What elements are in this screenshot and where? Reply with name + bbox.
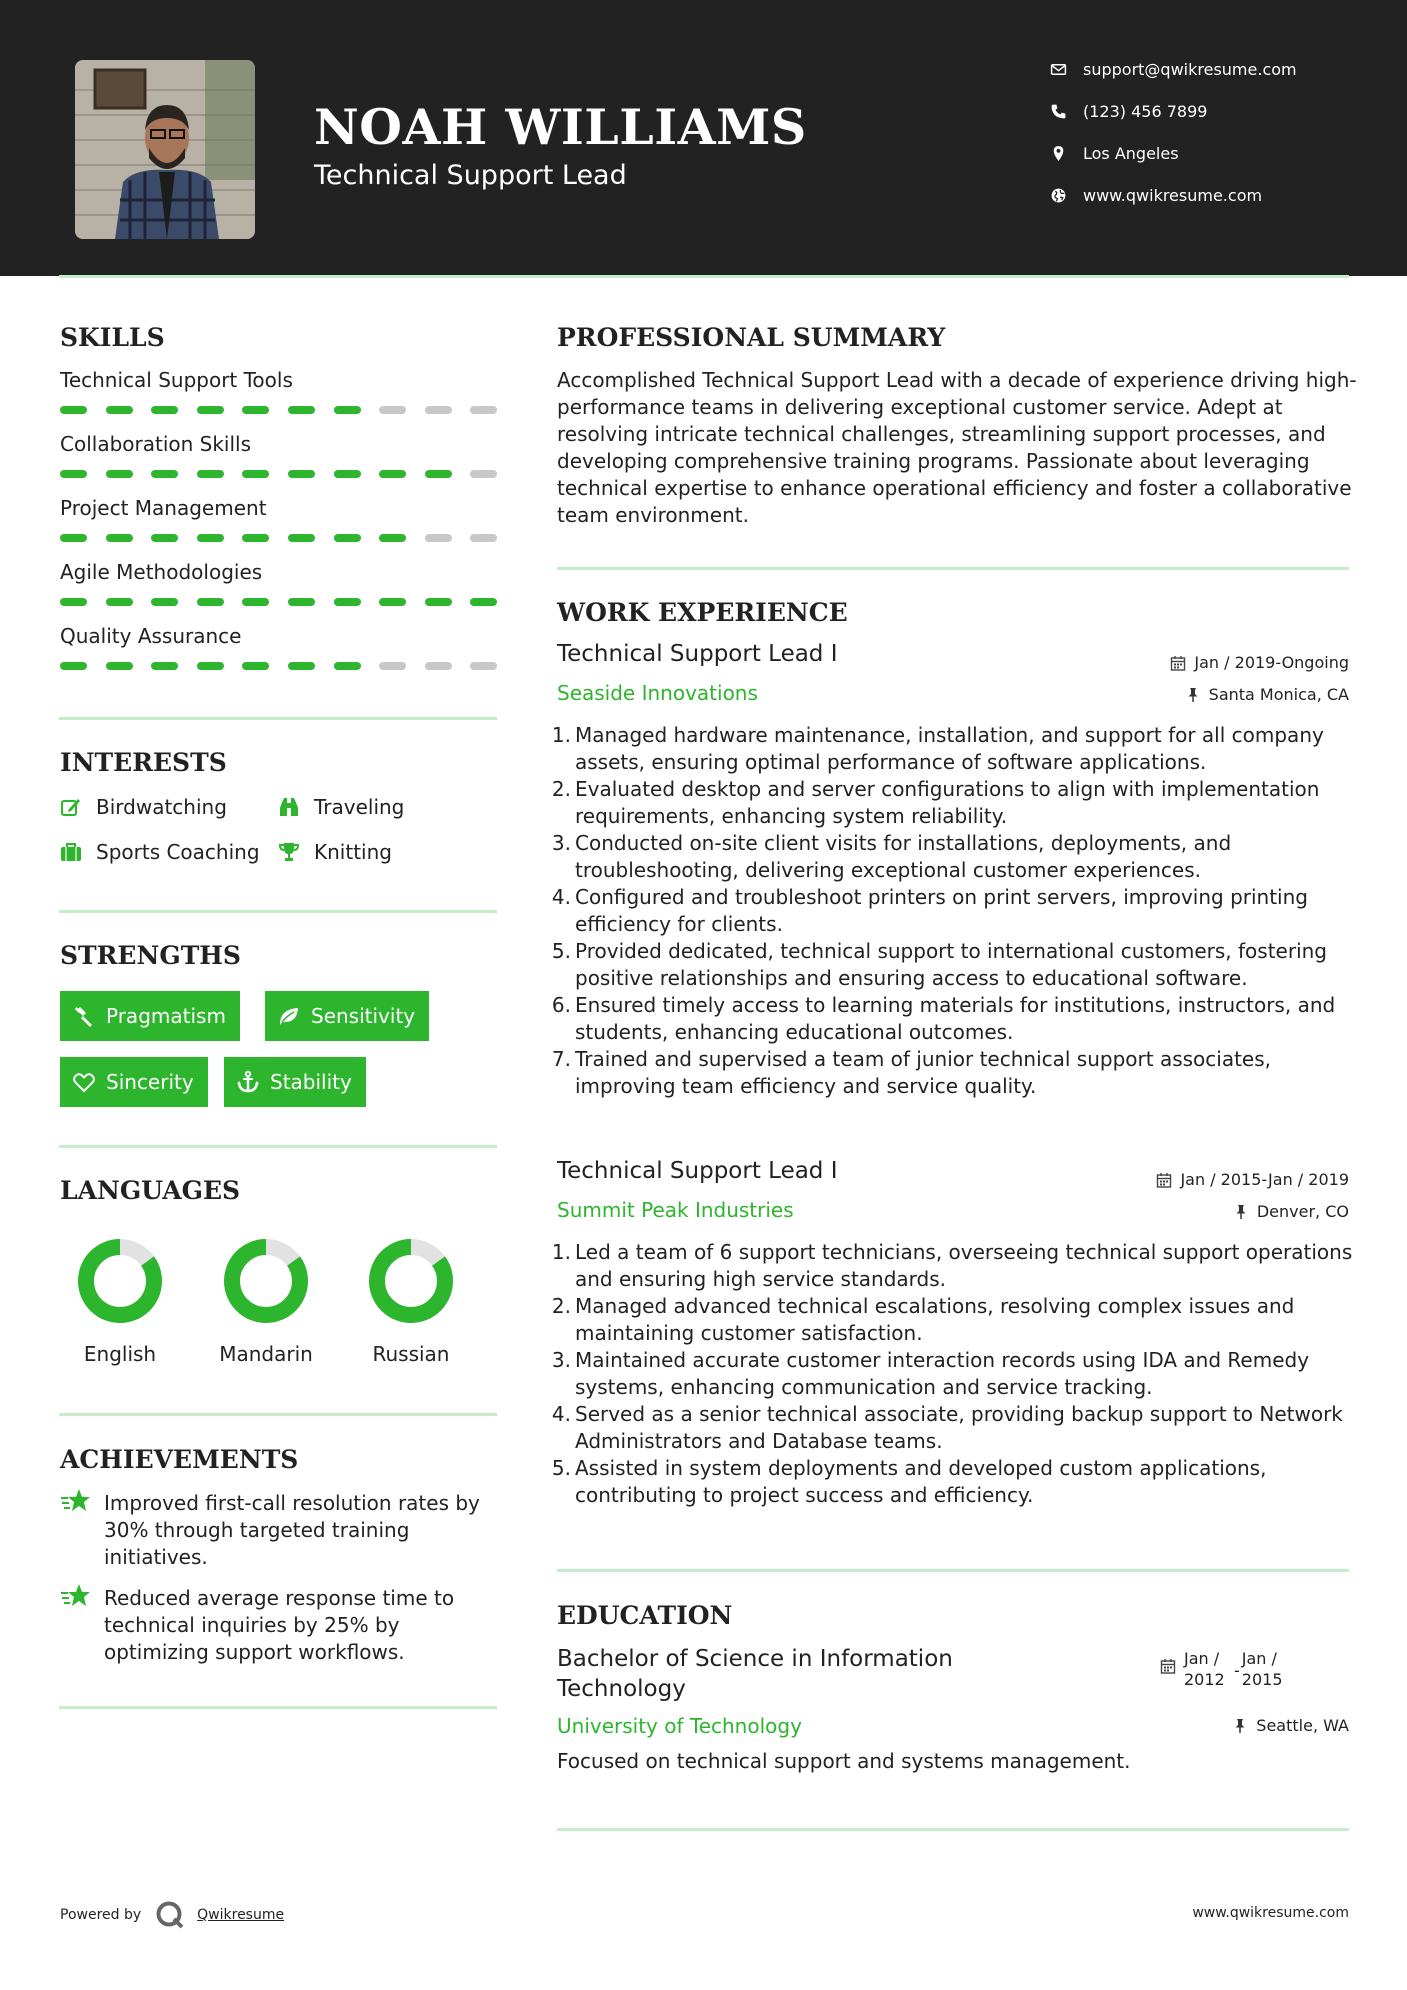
strength-badge <box>60 991 240 1041</box>
skill-level-dash <box>470 598 497 606</box>
candidate-name: NOAH WILLIAMS <box>314 98 807 156</box>
skill-level-dash <box>288 406 315 414</box>
qwikresume-logo-icon <box>155 1900 185 1930</box>
language-donut <box>75 1236 165 1326</box>
job-title: Technical Support Lead I <box>557 1158 838 1184</box>
skill-level-dash <box>151 662 178 670</box>
anchor-icon <box>236 1070 260 1094</box>
job-location-text: Denver, CO <box>1256 1202 1349 1221</box>
achievement-text: Reduced average response time to technical inquiries by 25% by optimizing support workflows. <box>104 1586 455 1664</box>
responsibility-item: Trained and supervised a team of junior technical support associates, improving team efficiency and service quality. <box>575 1047 1272 1098</box>
contact-website[interactable] <box>1050 183 1350 207</box>
skill-level-dash <box>242 598 269 606</box>
job-dates <box>1156 1170 1349 1189</box>
skill-level-dash <box>470 534 497 542</box>
languages-divider <box>59 1413 497 1416</box>
achievements-heading: ACHIEVEMENTS <box>60 1445 299 1474</box>
interest-item <box>60 840 260 864</box>
skill-level-dash <box>106 470 133 478</box>
job-responsibilities <box>575 1239 1365 1509</box>
skill-level-dash <box>60 406 87 414</box>
skill-level-dash <box>334 662 361 670</box>
trophy-icon <box>278 841 300 863</box>
skill-level-dash <box>425 406 452 414</box>
experience-heading: WORK EXPERIENCE <box>557 598 848 627</box>
skill-level-dash <box>379 598 406 606</box>
footer-powered-by <box>60 1900 284 1930</box>
summary-divider <box>557 567 1349 570</box>
language-donut <box>221 1236 311 1326</box>
responsibility-item: Led a team of 6 support technicians, overseeing technical support operations and ensuring high service standards. <box>575 1240 1353 1291</box>
job-company: Seaside Innovations <box>557 681 758 705</box>
phone-icon <box>1050 103 1067 120</box>
skill-level-dash <box>60 534 87 542</box>
responsibility-item: Evaluated desktop and server configurations to align with implementation requirements, enhancing system reliability. <box>575 777 1320 828</box>
job-location-text: Santa Monica, CA <box>1208 685 1349 704</box>
heart-icon <box>72 1070 96 1094</box>
gavel-icon <box>72 1004 96 1028</box>
languages-heading: LANGUAGES <box>60 1176 241 1205</box>
contact-email[interactable] <box>1050 57 1350 81</box>
job-responsibilities <box>575 722 1365 1100</box>
skill-level-dash <box>425 598 452 606</box>
skill-level-dash <box>106 662 133 670</box>
calendar-icon <box>1156 1172 1172 1188</box>
interest-item <box>60 795 227 819</box>
strengths-heading: STRENGTHS <box>60 941 241 970</box>
interest-item <box>278 840 392 864</box>
skill-level-dash <box>379 406 406 414</box>
skill-label: Collaboration Skills <box>60 432 252 456</box>
profile-photo-image <box>75 60 255 239</box>
pushpin-icon <box>1185 687 1201 703</box>
skill-level-dash <box>197 598 224 606</box>
skill-label: Project Management <box>60 496 267 520</box>
skill-level-dash <box>334 406 361 414</box>
pushpin-icon <box>1233 1204 1249 1220</box>
skill-level-dash <box>197 406 224 414</box>
skill-level-dash <box>242 470 269 478</box>
skill-level-dash <box>379 662 406 670</box>
language-donut <box>366 1236 456 1326</box>
interest-label: Birdwatching <box>96 795 227 819</box>
achievement-item <box>60 1490 500 1571</box>
interest-label: Knitting <box>314 840 392 864</box>
responsibility-item: Maintained accurate customer interaction records using IDA and Remedy systems, enhancing communication and service tracking. <box>575 1348 1310 1399</box>
education-start: Jan / 2012 <box>1184 1649 1225 1689</box>
skill-level-dash <box>151 598 178 606</box>
strength-badge <box>265 991 429 1041</box>
skill-level-dash <box>151 470 178 478</box>
job-dates-text: Jan / 2019-Ongoing <box>1194 653 1349 672</box>
leaf-icon <box>277 1004 301 1028</box>
skill-level-dash <box>470 662 497 670</box>
interest-label: Traveling <box>314 795 405 819</box>
strengths-divider <box>59 1145 497 1148</box>
calendar-icon <box>1160 1658 1176 1674</box>
skill-level-dash <box>470 470 497 478</box>
achievements-divider <box>59 1706 497 1709</box>
candidate-title: Technical Support Lead <box>314 160 627 191</box>
location-pin-icon <box>1050 145 1067 162</box>
skill-level-dash <box>334 534 361 542</box>
responsibility-item: Conducted on-site client visits for installations, deployments, and troubleshooting, delivering exceptional customer experiences. <box>575 831 1232 882</box>
summary-heading: PROFESSIONAL SUMMARY <box>557 323 946 352</box>
skill-label: Agile Methodologies <box>60 560 263 584</box>
education-date-dash: - <box>1234 1661 1240 1680</box>
responsibility-item: Served as a senior technical associate, providing backup support to Network Administrators and Database teams. <box>575 1402 1343 1453</box>
job-dates-text: Jan / 2015-Jan / 2019 <box>1180 1170 1349 1189</box>
skill-level-dash <box>242 534 269 542</box>
language-label: English <box>83 1342 157 1366</box>
skill-label: Quality Assurance <box>60 624 242 648</box>
skill-level-dash <box>242 406 269 414</box>
skill-level-dash <box>379 470 406 478</box>
responsibility-item: Managed advanced technical escalations, resolving complex issues and maintaining customer satisfaction. <box>575 1294 1295 1345</box>
skill-level-dash <box>288 598 315 606</box>
edit-icon <box>60 796 82 818</box>
skill-level-dash <box>242 662 269 670</box>
strength-label: Pragmatism <box>106 1004 226 1028</box>
education-divider <box>557 1828 1349 1831</box>
skill-level-dash <box>106 534 133 542</box>
skill-level-dash <box>197 470 224 478</box>
experience-divider <box>557 1569 1349 1572</box>
skill-level-dash <box>425 662 452 670</box>
resume-header <box>0 0 1407 276</box>
skills-heading: SKILLS <box>60 323 165 352</box>
education-heading: EDUCATION <box>557 1601 733 1630</box>
skill-level-dash <box>334 470 361 478</box>
calendar-icon <box>1170 655 1186 671</box>
header-divider <box>59 275 1349 278</box>
skill-label: Technical Support Tools <box>60 368 293 392</box>
education-degree: Bachelor of Science in Information Technology <box>557 1646 953 1702</box>
responsibility-item: Ensured timely access to learning materials for institutions, instructors, and students, enhancing educational outcomes. <box>575 993 1336 1044</box>
pushpin-icon <box>1232 1718 1248 1734</box>
contact-location-text: Los Angeles <box>1083 143 1179 163</box>
skill-level-dash <box>334 598 361 606</box>
education-end: Jan / 2015 <box>1241 1649 1283 1689</box>
job-company: Summit Peak Industries <box>557 1198 794 1222</box>
contact-phone[interactable] <box>1050 99 1350 123</box>
contact-phone-text: (123) 456 7899 <box>1083 101 1208 121</box>
envelope-icon <box>1050 61 1067 78</box>
achievement-text: Improved first-call resolution rates by 30% through targeted training initiatives. <box>104 1491 480 1569</box>
powered-by-text: Powered by <box>60 1907 142 1923</box>
education-location-text: Seattle, WA <box>1256 1716 1349 1735</box>
skill-level-dash <box>288 470 315 478</box>
contact-email-text: support@qwikresume.com <box>1083 59 1297 79</box>
skill-level-dash <box>425 534 452 542</box>
footer-url[interactable]: www.qwikresume.com <box>1192 1905 1349 1921</box>
skill-level-dash <box>197 662 224 670</box>
interest-label: Sports Coaching <box>96 840 260 864</box>
skill-level-dash <box>425 470 452 478</box>
job-location <box>1185 685 1349 704</box>
interests-heading: INTERESTS <box>60 748 227 777</box>
language-label: Russian <box>372 1342 450 1366</box>
skill-level-dash <box>60 470 87 478</box>
education-school: University of Technology <box>557 1714 802 1738</box>
interest-item <box>278 795 404 819</box>
strength-badge <box>224 1057 366 1107</box>
briefcase-icon <box>60 841 82 863</box>
skill-level-dash <box>106 406 133 414</box>
strength-badge <box>60 1057 208 1107</box>
brand-link[interactable]: Qwikresume <box>197 1907 285 1923</box>
skill-level-dash <box>379 534 406 542</box>
job-title: Technical Support Lead I <box>557 641 838 667</box>
skill-level-dash <box>197 534 224 542</box>
skill-level-dash <box>60 662 87 670</box>
skills-divider <box>59 717 497 720</box>
education-location <box>1232 1716 1349 1735</box>
job-location <box>1233 1202 1349 1221</box>
strength-label: Stability <box>270 1070 352 1094</box>
skill-level-dash <box>288 534 315 542</box>
strength-label: Sincerity <box>106 1070 194 1094</box>
achievement-item <box>60 1585 500 1666</box>
education-description: Focused on technical support and systems management. <box>557 1749 1131 1773</box>
skill-level-dash <box>151 534 178 542</box>
job-dates <box>1170 653 1349 672</box>
star-rating-icon <box>60 1581 92 1611</box>
star-rating-icon <box>60 1486 92 1516</box>
binoculars-icon <box>278 796 300 818</box>
skill-level-dash <box>60 598 87 606</box>
contact-location <box>1050 141 1350 165</box>
education-dates <box>1160 1648 1288 1690</box>
responsibility-item: Provided dedicated, technical support to international customers, fostering positive relationships and ensuring access to educational software. <box>575 939 1328 990</box>
summary-text: Accomplished Technical Support Lead with a decade of experience driving high-performance teams in delivering exceptional customer service. Adept at resolving intricate technical challenges, streamlining support processes, and developing comprehensive training programs. Passionate about leveraging technical expertise to enhance operational efficiency and foster a collaborative team environment. <box>557 368 1357 527</box>
strength-label: Sensitivity <box>311 1004 416 1028</box>
skill-level-dash <box>151 406 178 414</box>
skill-level-dash <box>288 662 315 670</box>
profile-photo <box>75 60 255 239</box>
responsibility-item: Assisted in system deployments and developed custom applications, contributing to project success and efficiency. <box>575 1456 1267 1507</box>
responsibility-item: Managed hardware maintenance, installation, and support for all company assets, ensuring optimal performance of software applications. <box>575 723 1324 774</box>
interests-divider <box>59 910 497 913</box>
contact-website-text: www.qwikresume.com <box>1083 185 1263 205</box>
globe-icon <box>1050 187 1067 204</box>
skill-level-dash <box>106 598 133 606</box>
language-label: Mandarin <box>219 1342 313 1366</box>
skill-level-dash <box>470 406 497 414</box>
responsibility-item: Configured and troubleshoot printers on print servers, improving printing efficiency for clients. <box>575 885 1308 936</box>
